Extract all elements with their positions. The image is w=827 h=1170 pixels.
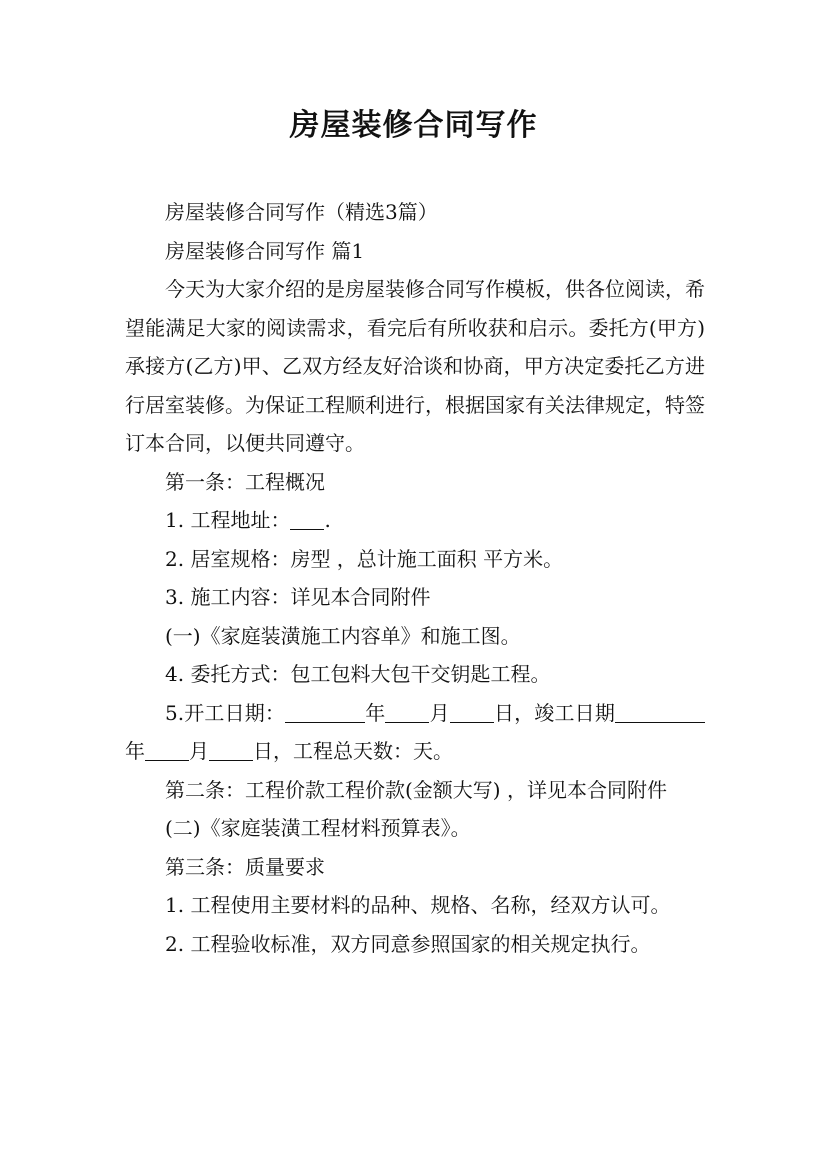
duration-text: 日，工程总天数：天。 <box>253 739 453 763</box>
year-label: 年 <box>125 739 145 763</box>
end-month-blank <box>145 738 189 761</box>
end-date-label: 日，竣工日期 <box>493 700 615 725</box>
article-1-item-1 <box>125 501 705 540</box>
start-year-blank <box>285 700 365 723</box>
end-year-blank <box>615 700 705 723</box>
article-1-item-4: 4. 委托方式：包工包料大包干交钥匙工程。 <box>165 662 551 686</box>
document-body <box>125 193 705 963</box>
month-label: 月 <box>189 739 209 763</box>
article-2: 第二条：工程价款工程价款(金额大写) ，详见本合同附件 <box>165 777 667 802</box>
subtitle: 房屋装修合同写作（精选3篇） <box>165 200 438 224</box>
article-2-sub: (二)《家庭装潢工程材料预算表》。 <box>165 816 471 840</box>
month-label: 月 <box>429 700 450 725</box>
end-day-blank <box>209 738 253 761</box>
address-blank <box>290 507 324 530</box>
section-heading: 房屋装修合同写作 篇1 <box>165 238 365 263</box>
article-1-item-3-sub: (一)《家庭装潢施工内容单》和施工图。 <box>165 623 521 648</box>
start-day-blank <box>450 700 494 723</box>
article-1-title: 第一条：工程概况 <box>165 469 325 494</box>
article-1-item-3: 3. 施工内容：详见本合同附件 <box>165 585 431 609</box>
article-1-item-2: 2. 居室规格：房型 ，总计施工面积 平方米。 <box>165 546 564 571</box>
start-date-label: 5.开工日期： <box>165 700 286 725</box>
year-label: 年 <box>365 700 386 725</box>
document-title: 房屋装修合同写作 <box>289 108 538 143</box>
intro-paragraph: 今天为大家介绍的是房屋装修合同写作模板，供各位阅读，希望能满足大家的阅读需求，看完后有所收获和启示。委托方(甲方)承接方(乙方)甲、乙双方经友好洽谈和协商，甲方决定委托乙方进行居室装修。为保证工程顺利进行，根据国家有关法律规定，特签订本合同，以便共同遵守。 <box>125 277 705 455</box>
article-3-item-2: 2. 工程验收标准，双方同意参照国家的相关规定执行。 <box>165 931 651 956</box>
article-3-item-1: 1. 工程使用主要材料的品种、规格、名称，经双方认可。 <box>165 893 671 917</box>
item-1-suffix: . <box>324 508 331 532</box>
article-3-title: 第三条：质量要求 <box>165 854 325 879</box>
article-1-item-5 <box>125 694 705 771</box>
item-1-prefix: 1. 工程地址： <box>165 508 291 532</box>
start-month-blank <box>385 700 429 723</box>
